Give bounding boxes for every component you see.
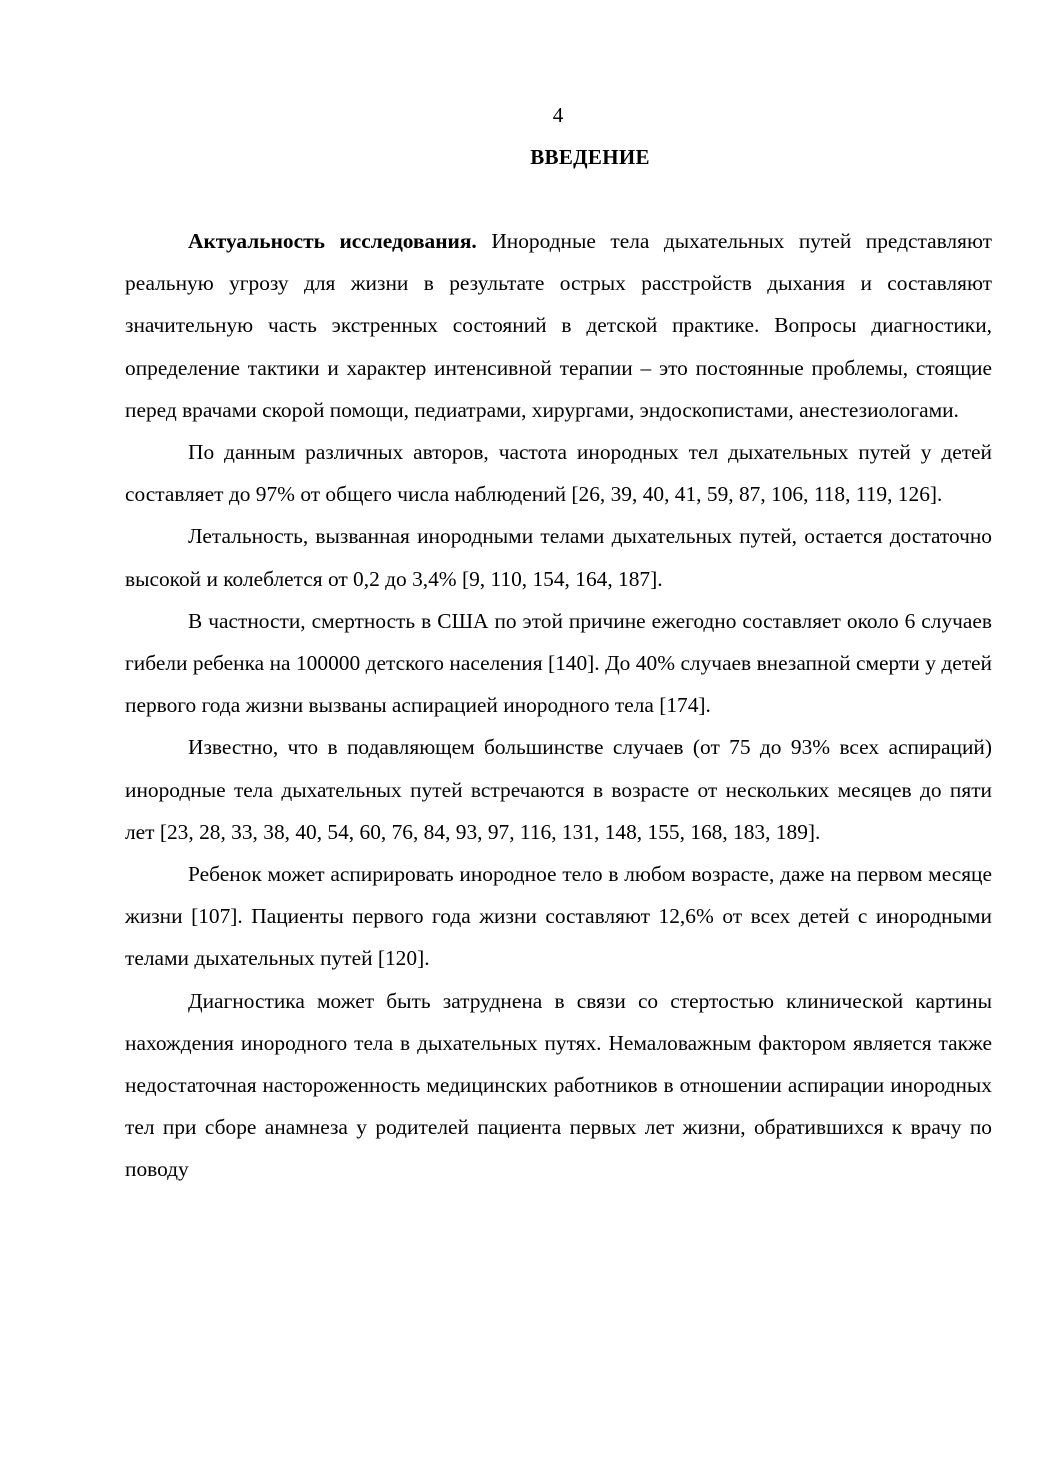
- section-heading: ВВЕДЕНИЕ: [530, 145, 650, 169]
- page-number: 4: [552, 103, 564, 127]
- paragraph-age-range: Известно, что в подавляющем большинстве случаев (от 75 до 93% всех аспираций) инородные тела дыхательных путей встречаются в возрасте от нескольких месяцев до пяти лет [23, 28, 33, 38, 40, 54, 60, 76, 84, 93, 97, 116, 131, 148, 155, 168, 183, 189].: [125, 735, 992, 844]
- paragraph-relevance: [125, 220, 992, 431]
- paragraph-frequency: По данным различных авторов, частота инородных тел дыхательных путей у детей составляет до 97% от общего числа наблюдений [26, 39, 40, 41, 59, 87, 106, 118, 119, 126].: [125, 440, 992, 507]
- paragraph-mortality: Летальность, вызванная инородными телами дыхательных путей, остается достаточно высокой и колеблется от 0,2 до 3,4% [9, 110, 154, 164, 187].: [125, 524, 992, 591]
- paragraph-text: Инородные тела дыхательных путей представляют реальную угрозу для жизни в результате острых расстройств дыхания и составляют значительную часть экстренных состояний в детской практике. Вопросы диагностики, определение тактики и характер интенсивной терапии – это постоянные проблемы, стоящие перед врачами скорой помощи, педиатрами, хирургами, эндоскопистами, анестезиологами.: [125, 229, 992, 422]
- paragraph-first-year: Ребенок может аспирировать инородное тело в любом возрасте, даже на первом месяце жизни [107]. Пациенты первого года жизни составляют 12,6% от всех детей с инородными телами дыхательных путей [120].: [125, 862, 992, 971]
- paragraph-diagnostics: Диагностика может быть затруднена в связи со стертостью клинической картины нахождения инородного тела в дыхательных путях. Немаловажным фактором является также недостаточная настороженность медицинских работников в отношении аспирации инородных тел при сборе анамнеза у родителей пациента первых лет жизни, обратившихся к врачу по поводу: [125, 988, 992, 1182]
- paragraph-usa-statistics: В частности, смертность в США по этой причине ежегодно составляет около 6 случаев гибели ребенка на 100000 детского населения [140]. До 40% случаев внезапной смерти у детей первого года жизни вызваны аспирацией инородного тела [174].: [125, 608, 992, 718]
- body-text: [125, 220, 992, 1191]
- paragraph-lead: Актуальность исследования.: [188, 229, 477, 253]
